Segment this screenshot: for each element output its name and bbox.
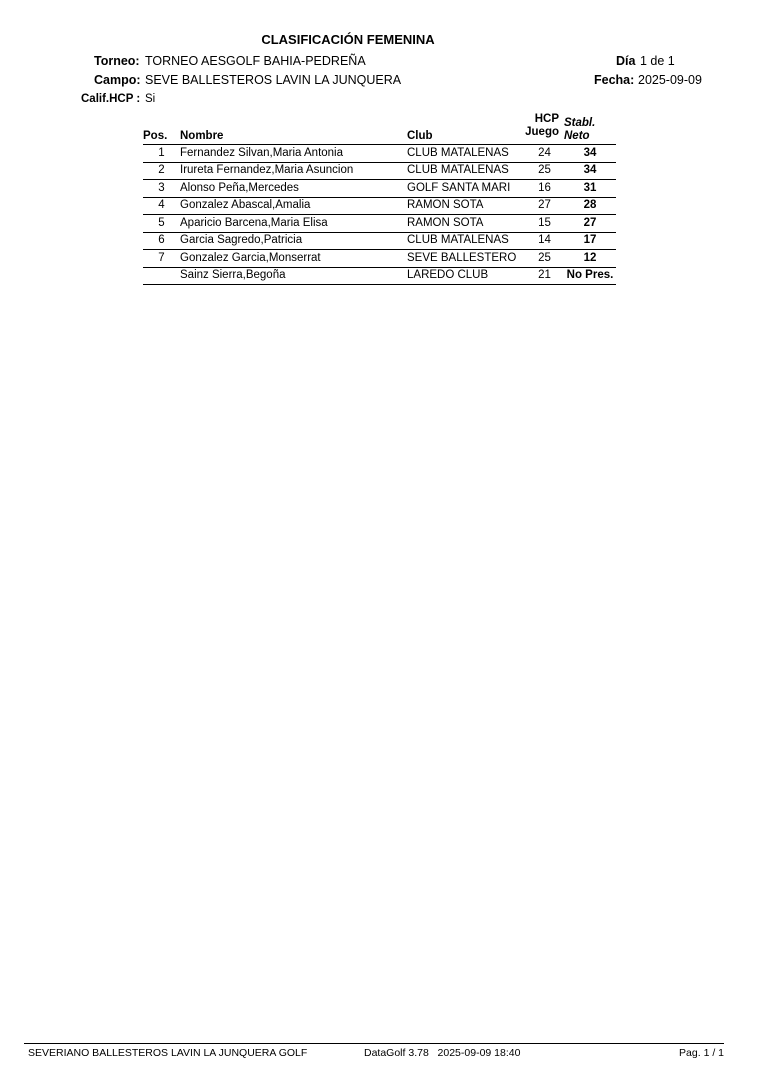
col-header-hcp bbox=[525, 113, 564, 145]
cell-club: CLUB MATALEÑAS bbox=[407, 164, 509, 177]
cell-pos: 4 bbox=[143, 197, 180, 215]
cell-club: CLUB MATALEÑAS bbox=[407, 146, 509, 159]
cell-pos: 3 bbox=[143, 180, 180, 198]
cell-nombre: Sainz Sierra,Begoña bbox=[180, 267, 407, 285]
cell-club: GOLF SANTA MARI bbox=[407, 181, 511, 194]
table-row bbox=[143, 145, 616, 163]
cell-neto: 12 bbox=[564, 250, 616, 268]
cell-neto: No Pres. bbox=[564, 267, 616, 285]
cell-neto: 28 bbox=[564, 197, 616, 215]
cell-nombre: Fernandez Silvan,Maria Antonia bbox=[180, 145, 407, 163]
dia-value: 1 de 1 bbox=[640, 54, 675, 68]
col-header-nombre: Nombre bbox=[180, 113, 407, 145]
cell-neto: 34 bbox=[564, 162, 616, 180]
cell-pos: 1 bbox=[143, 145, 180, 163]
cell-club: LAREDO CLUB bbox=[407, 269, 489, 282]
campo-value: SEVE BALLESTEROS LAVIN LA JUNQUERA bbox=[145, 73, 402, 87]
col-header-club: Club bbox=[407, 113, 525, 145]
cell-nombre: Garcia Sagredo,Patricia bbox=[180, 232, 407, 250]
cell-club: SEVE BALLESTERO bbox=[407, 251, 517, 264]
cell-pos: 7 bbox=[143, 250, 180, 268]
col-header-neto bbox=[564, 113, 616, 145]
footer-center-text: DataGolf 3.78 2025-09-09 18:40 bbox=[364, 1047, 521, 1059]
torneo-label: Torneo: bbox=[94, 54, 140, 68]
cell-nombre: Irureta Fernandez,Maria Asuncion bbox=[180, 162, 407, 180]
fecha-value: 2025-09-09 bbox=[638, 73, 702, 87]
cell-hcp: 25 bbox=[525, 250, 564, 268]
campo-label: Campo: bbox=[94, 73, 141, 87]
table-row bbox=[143, 232, 616, 250]
calif-hcp-label: Calif.HCP : bbox=[81, 93, 141, 105]
col-header-neto-line1: Stabl. bbox=[564, 117, 596, 129]
table-row bbox=[143, 250, 616, 268]
table-row bbox=[143, 162, 616, 180]
footer-left-text: SEVERIANO BALLESTEROS LAVIN LA JUNQUERA GOLF bbox=[28, 1047, 308, 1059]
col-header-neto-line2: Neto bbox=[564, 130, 590, 142]
results-table bbox=[143, 113, 616, 285]
calif-hcp-value: Si bbox=[145, 93, 156, 105]
cell-nombre: Alonso Peña,Mercedes bbox=[180, 180, 407, 198]
cell-hcp: 15 bbox=[525, 215, 564, 233]
cell-club: CLUB MATALEÑAS bbox=[407, 234, 509, 247]
cell-pos: 2 bbox=[143, 162, 180, 180]
table-row bbox=[143, 180, 616, 198]
cell-club: RAMON SOTA bbox=[407, 199, 484, 212]
table-row bbox=[143, 215, 616, 233]
col-header-hcp-line1: HCP bbox=[534, 113, 559, 125]
col-header-hcp-line2: Juego bbox=[525, 126, 559, 138]
col-header-pos: Pos. bbox=[143, 113, 180, 145]
torneo-value: TORNEO AESGOLF BAHIA-PEDREÑA bbox=[145, 54, 366, 68]
cell-pos: 6 bbox=[143, 232, 180, 250]
fecha-label: Fecha: bbox=[594, 73, 635, 87]
cell-neto: 27 bbox=[564, 215, 616, 233]
dia-label: Día bbox=[616, 54, 636, 68]
cell-nombre: Gonzalez Abascal,Amalia bbox=[180, 197, 407, 215]
table-row bbox=[143, 267, 616, 285]
cell-hcp: 16 bbox=[525, 180, 564, 198]
cell-hcp: 14 bbox=[525, 232, 564, 250]
cell-hcp: 21 bbox=[525, 267, 564, 285]
cell-neto: 31 bbox=[564, 180, 616, 198]
page-title: CLASIFICACIÓN FEMENINA bbox=[261, 32, 435, 47]
cell-neto: 34 bbox=[564, 145, 616, 163]
footer-divider bbox=[24, 1043, 724, 1044]
cell-hcp: 27 bbox=[525, 197, 564, 215]
cell-neto: 17 bbox=[564, 232, 616, 250]
cell-pos: 5 bbox=[143, 215, 180, 233]
cell-pos bbox=[143, 267, 180, 285]
cell-hcp: 24 bbox=[525, 145, 564, 163]
table-row bbox=[143, 197, 616, 215]
footer-page-number: Pag. 1 / 1 bbox=[679, 1047, 724, 1059]
cell-club: RAMON SOTA bbox=[407, 216, 484, 229]
cell-nombre: Gonzalez Garcia,Monserrat bbox=[180, 250, 407, 268]
cell-nombre: Aparicio Barcena,Maria Elisa bbox=[180, 215, 407, 233]
table-header-row bbox=[143, 113, 616, 145]
cell-hcp: 25 bbox=[525, 162, 564, 180]
